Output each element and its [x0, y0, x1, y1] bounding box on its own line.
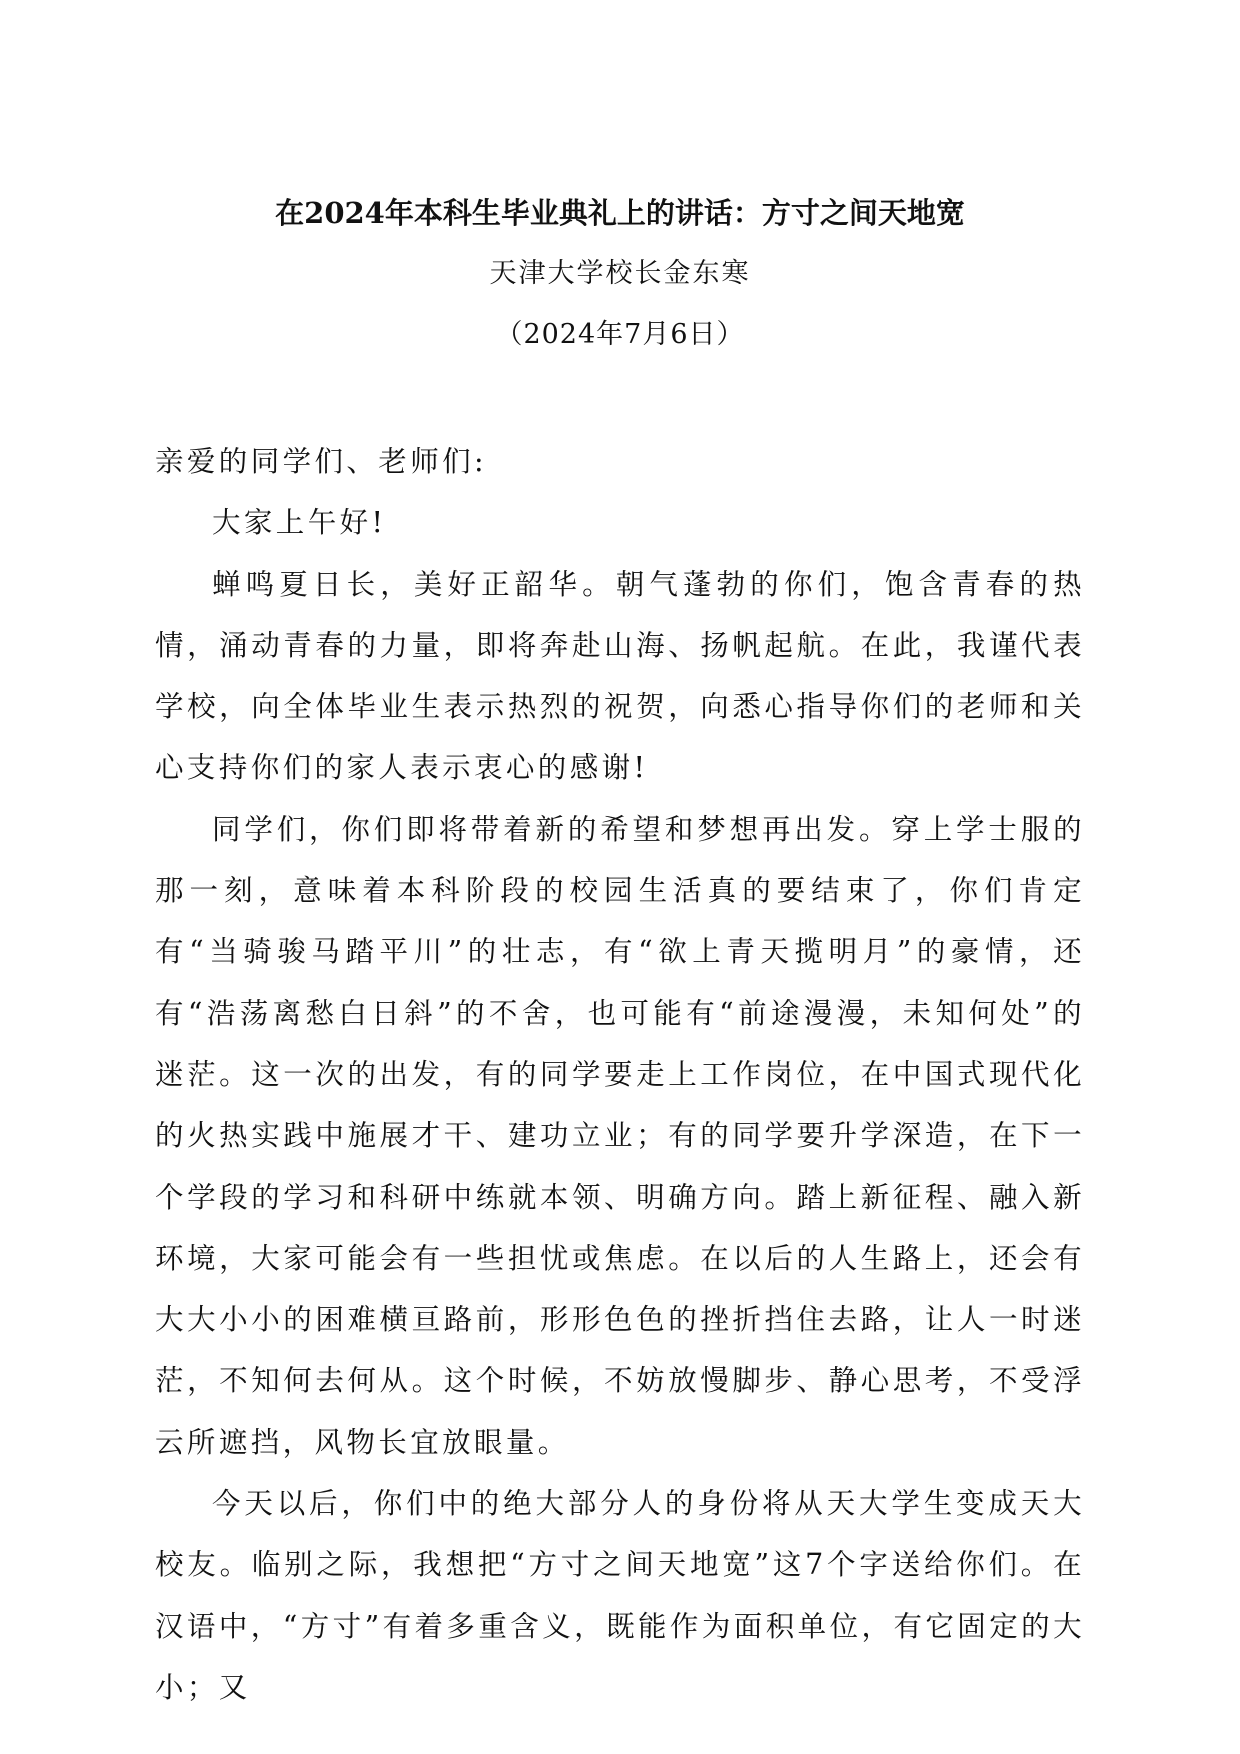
paragraph-greeting: 大家上午好! [212, 506, 387, 540]
speech-body [155, 431, 1085, 1718]
salutation: 亲爱的同学们、老师们: [155, 445, 488, 478]
speech-author: 天津大学校长金东寒 [489, 258, 751, 289]
paragraph-new-journey: 同学们，你们即将带着新的希望和梦想再出发。穿上学士服的那一刻，意味着本科阶段的校园生活真的要结束了，你们肯定有“当骑骏马踏平川”的壮志，有“欲上青天揽明月”的豪情，还有“浩荡离愁白日斜”的不舍，也可能有“前途漫漫，未知何处”的迷茫。这一次的出发，有的同学要走上工作岗位，在中国式现代化的火热实践中施展才干、建功立业；有的同学要升学深造，在下一个学段的学习和科研中练就本领、明确方向。踏上新征程、融入新环境，大家可能会有一些担忧或焦虑。在以后的人生路上，还会有大大小小的困难横亘路前，形形色色的挫折挡住去路，让人一时迷茫，不知何去何从。这个时候，不妨放慢脚步、静心思考，不受浮云所遮挡，风物长宜放眼量。 [155, 812, 1085, 1459]
speech-date: （2024年7月6日） [495, 319, 745, 350]
speech-title: 在2024年本科生毕业典礼上的讲话：方寸之间天地宽 [275, 196, 965, 230]
paragraph-congratulations: 蝉鸣夏日长，美好正韶华。朝气蓬勃的你们，饱含青春的热情，涌动青春的力量，即将奔赴山海、扬帆起航。在此，我谨代表学校，向全体毕业生表示热烈的祝贺，向悉心指导你们的老师和关心支持你们的家人表示衷心的感谢! [155, 567, 1085, 785]
paragraph-farewell-message: 今天以后，你们中的绝大部分人的身份将从天大学生变成天大校友。临别之际，我想把“方寸之间天地宽”这7个字送给你们。在汉语中，“方寸”有着多重含义，既能作为面积单位，有它固定的大小；又 [155, 1487, 1085, 1704]
